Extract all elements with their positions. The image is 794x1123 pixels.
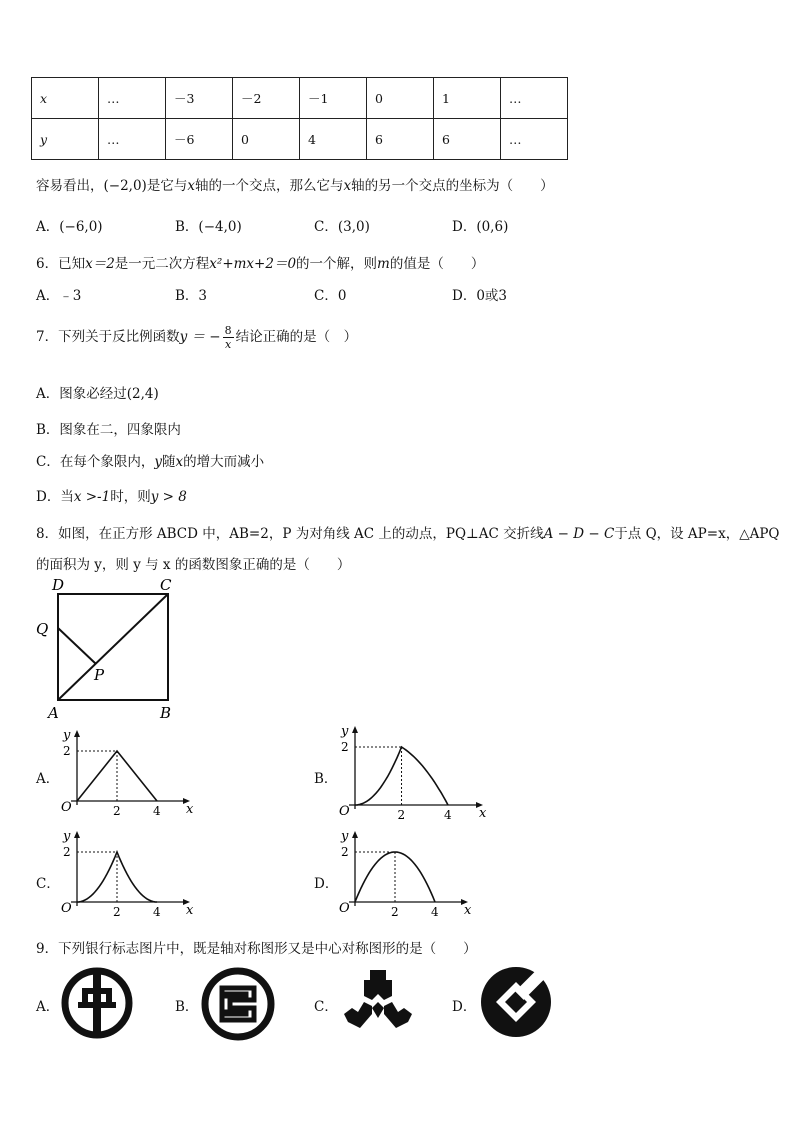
q5-option-d[interactable]: D．(0,6): [452, 219, 509, 235]
graph-option-c[interactable]: [55, 828, 195, 920]
value-table: [31, 77, 568, 160]
table-cell: …: [501, 119, 568, 160]
q6-option-a[interactable]: A．﹣3: [36, 288, 82, 304]
q9-option-c[interactable]: C．: [314, 999, 338, 1015]
tick-label-x-4: 4: [431, 905, 439, 919]
table-cell: …: [99, 119, 166, 160]
table-header-x: x: [32, 78, 99, 119]
table-cell: …: [99, 78, 166, 119]
label-d: D: [52, 576, 65, 594]
q6-option-d[interactable]: D．0或3: [452, 288, 508, 304]
bank-logo-b-icon: [200, 966, 276, 1042]
q8-option-a[interactable]: A．: [36, 771, 60, 787]
y-axis-arrow: [74, 730, 80, 737]
q7-option-a[interactable]: A．图象必经过(2,4): [36, 386, 159, 402]
q5-option-a[interactable]: A．(−6,0): [36, 219, 103, 235]
bank-logo-d-icon: [478, 964, 554, 1040]
y-axis-arrow: [74, 831, 80, 838]
table-row-x: [32, 78, 568, 119]
table-cell: －6: [166, 119, 233, 160]
origin-label: O: [339, 901, 350, 916]
axis-label-y: y: [63, 829, 71, 844]
label-a: A: [48, 704, 59, 722]
table-row-y: [32, 119, 568, 160]
tick-label-x-2: 2: [113, 804, 121, 818]
table-cell: 6: [434, 119, 501, 160]
label-c: C: [160, 576, 172, 594]
origin-label: O: [61, 800, 72, 815]
graph-option-b[interactable]: [333, 723, 488, 823]
tick-label-x-2: 2: [391, 905, 399, 919]
graph-option-d[interactable]: [333, 828, 473, 920]
tick-label-y-2: 2: [63, 845, 71, 859]
q9-option-b[interactable]: B．: [175, 999, 199, 1015]
y-axis-arrow: [352, 831, 358, 838]
q9-stem: 9．下列银行标志图片中，既是轴对称图形又是中心对称图形的是（ ）: [36, 941, 477, 957]
table-cell: …: [501, 78, 568, 119]
axis-label-x: x: [479, 806, 487, 821]
segment-pq: [58, 628, 96, 664]
axis-label-y: y: [341, 724, 349, 739]
table-cell: 4: [300, 119, 367, 160]
tick-label-x-2: 2: [113, 905, 121, 919]
q6-option-c[interactable]: C．0: [314, 288, 347, 304]
q6-stem: 6．已知x＝2是一元二次方程x²+mx+2＝0的一个解，则m的值是（ ）: [36, 256, 485, 272]
tick-label-y-2: 2: [341, 845, 349, 859]
table-cell: 1: [434, 78, 501, 119]
axis-label-y: y: [341, 829, 349, 844]
q7-option-c[interactable]: C．在每个象限内，y随x的增大而减小: [36, 454, 265, 470]
q7-fraction: $\frac{8}{x}$: [224, 324, 232, 351]
q5-stem: 容易看出，(−2,0)是它与x轴的一个交点，那么它与x轴的另一个交点的坐标为（ ）: [36, 178, 554, 194]
tick-label-y-2: 2: [341, 740, 349, 754]
label-b: B: [160, 704, 172, 722]
graph-option-a[interactable]: [55, 727, 195, 819]
label-p: P: [94, 666, 105, 684]
table-cell: －1: [300, 78, 367, 119]
tick-label-y-2: 2: [63, 744, 71, 758]
axis-label-x: x: [186, 802, 194, 817]
q8-option-b[interactable]: B．: [314, 771, 338, 787]
table-cell: 0: [367, 78, 434, 119]
q8-stem-line1: 8．如图，在正方形 ABCD 中，AB=2，P 为对角线 AC 上的动点，PQ⊥AC 交折线A − D − C于点 Q，设 AP=x，△APQ: [36, 526, 780, 542]
table-cell: －3: [166, 78, 233, 119]
q7-option-d[interactable]: D．当x >-1时，则y > 8: [36, 489, 187, 505]
axis-label-x: x: [464, 903, 472, 918]
table-cell: －2: [233, 78, 300, 119]
q7-function: y ＝ −: [179, 329, 221, 345]
bank-logo-a-icon: [60, 966, 134, 1040]
q5-point: (−2,0): [103, 178, 147, 194]
tick-label-x-4: 4: [444, 808, 452, 822]
q5-option-b[interactable]: B．(−4,0): [175, 219, 242, 235]
q5-option-c[interactable]: C．(3,0): [314, 219, 370, 235]
y-axis-arrow: [352, 726, 358, 733]
square-figure: [30, 572, 190, 722]
axis-label-x: x: [186, 903, 194, 918]
table-cell: 0: [233, 119, 300, 160]
label-q: Q: [36, 620, 49, 638]
axis-label-y: y: [63, 728, 71, 743]
table-cell: 6: [367, 119, 434, 160]
tick-label-x-4: 4: [153, 804, 161, 818]
q8-option-d[interactable]: D．: [314, 876, 339, 892]
q7-stem: 7．下列关于反比例函数y ＝ − $\frac{8}{x}$ 结论正确的是（ ）: [36, 324, 358, 351]
q9-option-a[interactable]: A．: [36, 999, 60, 1015]
table-header-y: y: [32, 119, 99, 160]
q6-option-b[interactable]: B．3: [175, 288, 208, 304]
bank-logo-c-icon: [340, 966, 416, 1038]
origin-label: O: [61, 901, 72, 916]
q9-option-d[interactable]: D．: [452, 999, 477, 1015]
tick-label-x-2: 2: [397, 808, 406, 822]
q7-option-b[interactable]: B．图象在二，四象限内: [36, 422, 181, 438]
tick-label-x-4: 4: [153, 905, 161, 919]
q8-stem-line2: 的面积为 y，则 y 与 x 的函数图象正确的是（ ）: [36, 557, 351, 573]
diagonal-ac: [58, 594, 168, 700]
origin-label: O: [339, 804, 350, 819]
q8-option-c[interactable]: C．: [36, 876, 60, 892]
